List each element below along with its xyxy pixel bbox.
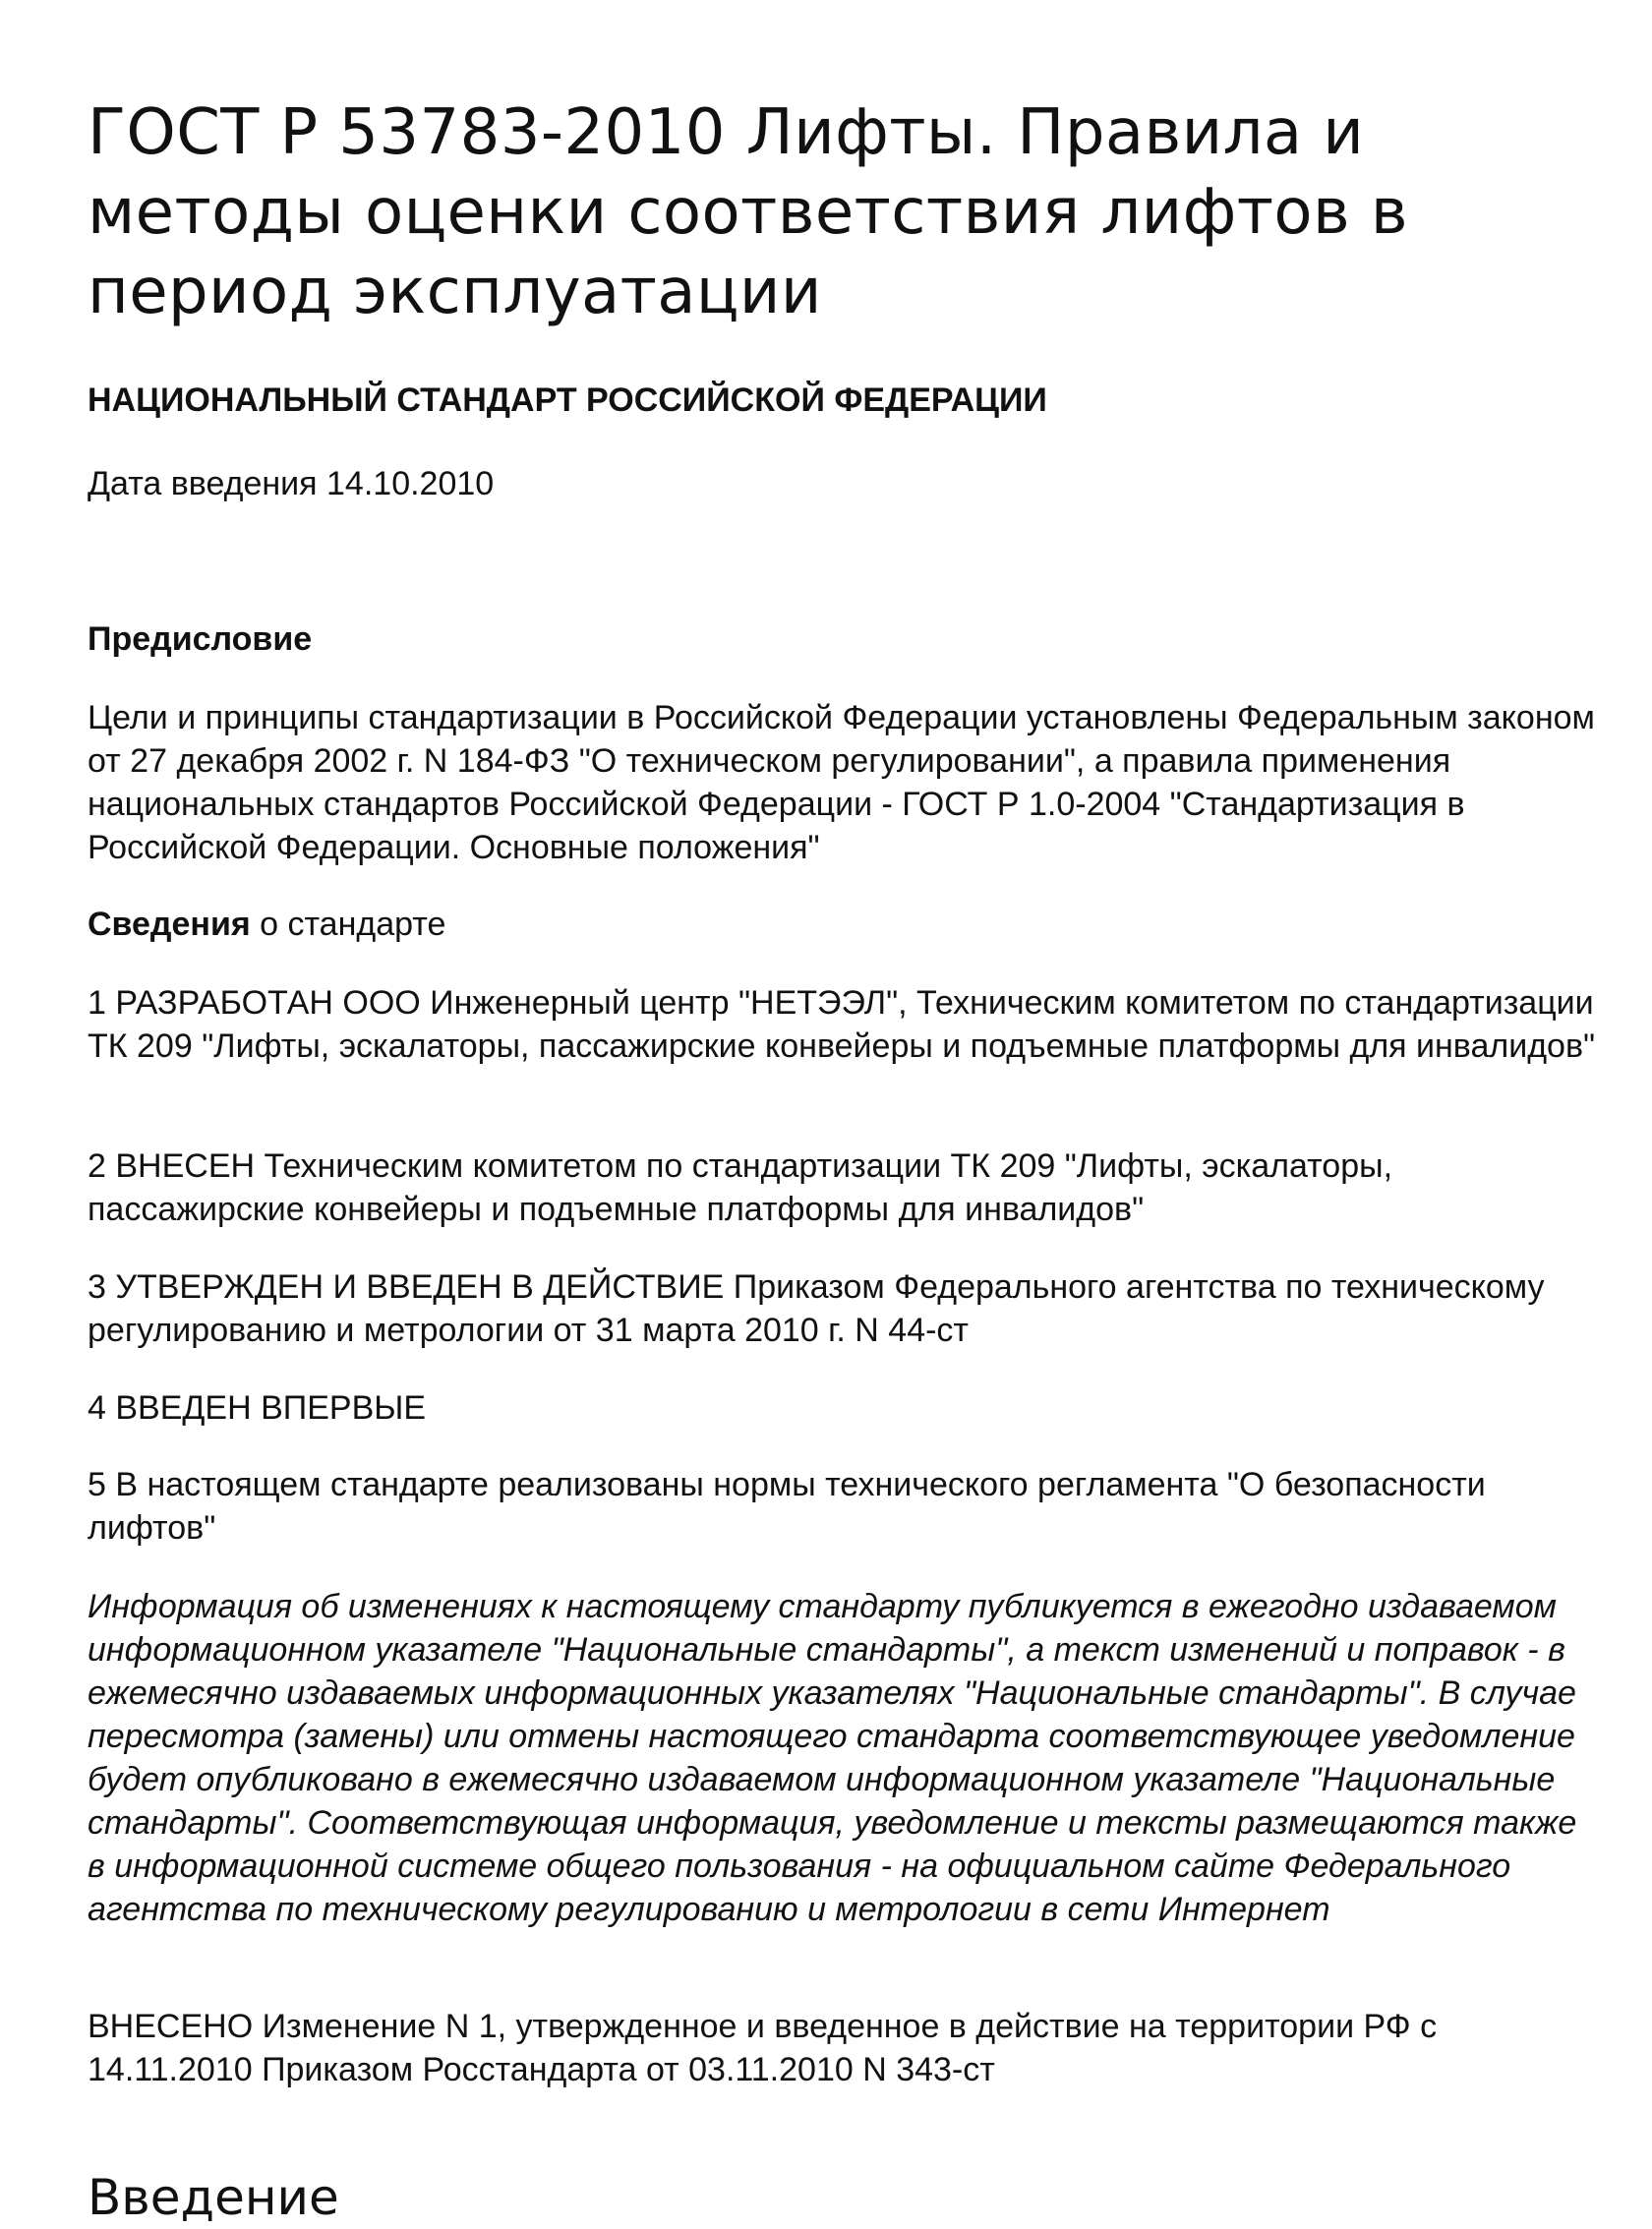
- foreword-goals-paragraph: Цели и принципы стандартизации в Российской Федерации установлены Федеральным законом от 27 декабря 2002 г. N 184-ФЗ "О техническом регулировании", а правила применения национальных стандартов Российской Федерации - ГОСТ Р 1.0-2004 "Стандартизация в Российской Федерации. Основные положения": [88, 699, 1595, 866]
- foreword-heading: Предисловие: [88, 620, 313, 658]
- standard-info-rest: о стандарте: [250, 906, 446, 943]
- foreword-item-2: 2 ВНЕСЕН Техническим комитетом по стандартизации ТК 209 "Лифты, эскалаторы, пассажирские конвейеры и подъемные платформы для инвалидов": [88, 1147, 1393, 1228]
- foreword-item-3: 3 УТВЕРЖДЕН И ВВЕДЕН В ДЕЙСТВИЕ Приказом Федерального агентства по техническому регулированию и метрологии от 31 марта 2010 г. N 44-ст: [88, 1268, 1545, 1349]
- standard-subtitle: НАЦИОНАЛЬНЫЙ СТАНДАРТ РОССИЙСКОЙ ФЕДЕРАЦИИ: [88, 381, 1047, 419]
- amendment-note: ВНЕСЕНО Изменение N 1, утвержденное и введенное в действие на территории РФ с 14.11.2010 Приказом Росстандарта от 03.11.2010 N 343-ст: [88, 2008, 1438, 2088]
- foreword-item-1: 1 РАЗРАБОТАН ООО Инженерный центр "НЕТЭЭЛ", Техническим комитетом по стандартизации ТК 209 "Лифты, эскалаторы, пассажирские конвейеры и подъемные платформы для инвалидов": [88, 984, 1596, 1065]
- introduction-heading: Введение: [88, 2169, 339, 2226]
- changes-notice-paragraph: Информация об изменениях к настоящему стандарту публикуется в ежегодно издаваемом информационном указателе "Национальные стандарты", а текст изменений и поправок - в ежемесячно издаваемых информационных указателях "Национальные стандарты". В случае пересмотра (замены) или отмены настоящего стандарта соответствующее уведомление будет опубликовано в ежемесячно издаваемом информационном указателе "Национальные стандарты". Соответствующая информация, уведомление и тексты размещаются также в информационной системе общего пользования - на официальном сайте Федерального агентства по техническому регулированию и метрологии в сети Интернет: [88, 1588, 1577, 1928]
- foreword-item-5: 5 В настоящем стандарте реализованы нормы технического регламента "О безопасности лифтов": [88, 1466, 1486, 1547]
- standard-info-bold: Сведения: [88, 906, 251, 943]
- page-title: ГОСТ Р 53783-2010 Лифты. Правила и методы оценки соответствия лифтов в период эксплуатации: [88, 96, 1408, 328]
- standard-info-line: [88, 903, 1602, 946]
- foreword-item-4: 4 ВВЕДЕН ВПЕРВЫЕ: [88, 1389, 427, 1427]
- effective-date: Дата введения 14.10.2010: [88, 465, 495, 502]
